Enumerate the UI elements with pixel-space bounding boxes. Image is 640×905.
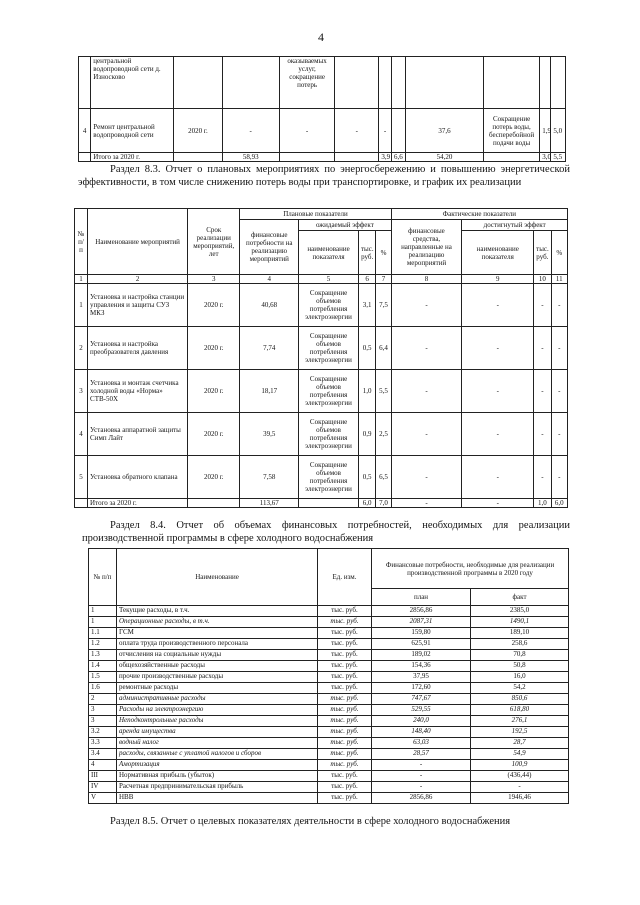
table-row: 4 Ремонт центральной водопроводной сети 2020 г. - - - - 37,6 Сокращение потерь воды, бесперебойной подачи воды 1,9 5,0 xyxy=(79,109,566,153)
cell-unit: тыс. руб. xyxy=(318,617,372,628)
cell-num: 1 xyxy=(89,617,117,628)
cell-fact: 189,10 xyxy=(471,628,569,639)
cell-plan: - xyxy=(372,782,471,793)
cell-num: 1.1 xyxy=(89,628,117,639)
cell-fact: 70,8 xyxy=(471,650,569,661)
cell-unit: тыс. руб. xyxy=(318,661,372,672)
cell-plan: 172,60 xyxy=(372,683,471,694)
cell-name: Расчетная предпринимательская прибыль xyxy=(117,782,318,793)
cell-num: 1.3 xyxy=(89,650,117,661)
cell-name: административные расходы xyxy=(117,694,318,705)
table-row xyxy=(89,628,569,639)
table-continuation xyxy=(78,56,566,162)
cell-plan: 240,0 xyxy=(372,716,471,727)
cell-unit: тыс. руб. xyxy=(318,716,372,727)
table-row: 2 Установка и настройка преобразователя давления 2020 г. 7,74 Сокращение объемов потребления электроэнергии 0,5 6,4 - - - - xyxy=(75,327,568,370)
cell-name: Нормативная прибыль (убыток) xyxy=(117,771,318,782)
page-number: 4 xyxy=(318,30,324,44)
cell-plan: 2087,31 xyxy=(372,617,471,628)
cell-num: 3 xyxy=(89,705,117,716)
cell-name: расходы, связанные с уплатой налогов и сборов xyxy=(117,749,318,760)
cell-num: 1.6 xyxy=(89,683,117,694)
cell-name: водный налог xyxy=(117,738,318,749)
table-row: центральной водопроводной сети д. Износково оказываемых услуг, сокращение потерь xyxy=(79,57,566,109)
cell-num: 2 xyxy=(89,694,117,705)
cell-fact: 850,6 xyxy=(471,694,569,705)
cell-num: 1.4 xyxy=(89,661,117,672)
cell-fact: 1490,1 xyxy=(471,617,569,628)
cell-num: III xyxy=(89,771,117,782)
table-row: 3 Установка и монтаж счетчика холодной воды «Норма» СТВ-50Х 2020 г. 18,17 Сокращение объемов потребления электроэнергии 1,0 5,5 - - - - xyxy=(75,370,568,413)
cell-name: аренда имущества xyxy=(117,727,318,738)
table-energy-measures: № п/ п Наименование мероприятий Срок реализации мероприятий, лет Плановые показатели Фактические показатели финансовые потребности на реализацию мероприятий ожидаемый эффект финансовые средства, направленные на реализацию мероприятий достигнутый эффект наименование показателя тыс. руб. % наименование показателя тыс. руб. % 1 2 3 4 5 6 7 8 9 10 11 1 Установка и настройка станции управления и защиты СУЗ МКЗ 2020 г. 40,68 Сокращение объемов потребления электроэнергии 3,1 7,5 - - - - 2 Установка и настройка преобразователя давления 2020 г. 7,74 Сокращение объемов потребления электроэнергии 0,5 6,4 - - - - 3 Установка и монтаж счетчика холодной воды «Норма» СТВ-50Х 2020 г. 18,17 Сокращение объемов потребления электроэнергии 1,0 5,5 - - - - 4 Установка аппаратной защиты Симп Лайт 2020 г. 39,5 Сокращение объемов потребления электроэнергии 0,9 2,5 - - - - 5 Установка обратного клапана 2020 г. 7,58 Сокращение объемов потребления электроэнергии 0,5 6,5 - - - - Итого за 2020 г. 113,67 6,0 7,0 - - 1,0 6,0 xyxy=(74,208,568,508)
cell-unit: тыс. руб. xyxy=(318,705,372,716)
table-row: 1 Установка и настройка станции управления и защиты СУЗ МКЗ 2020 г. 40,68 Сокращение объемов потребления электроэнергии 3,1 7,5 - - - - xyxy=(75,284,568,327)
table-row xyxy=(89,793,569,804)
table-row xyxy=(89,782,569,793)
cell-name: оплата труда производственного персонала xyxy=(117,639,318,650)
table-financial-needs: № п/п Наименование Ед. изм. Финансовые потребности, необходимые для реализации производственной программы в 2020 году план факт 1 Текущие расходы, в т.ч. тыс. руб. 2856,86 2385,0 1 Операционные расходы, в т.ч. тыс. руб. 2087,31 1490,1 1.1 ГСМ тыс. руб. 159,80 189,10 1.2 оплата труда производственного персонала тыс. руб. 625,91 258,6 1.3 отчисления на социальные нужды тыс. руб. 189,02 70,8 1.4 общехозяйственные расходы тыс. руб. 154,36 50,8 1.5 прочие производственные расходы тыс. руб. 37,95 16,0 1.6 ремонтные расходы тыс. руб. 172,60 54,2 2 административные расходы тыс. руб. 747,67 850,6 3 Расходы на электроэнергию тыс. руб. 529,55 618,80 3 Неподконтрольные расходы тыс. руб. 240,0 276,1 3.2 аренда имущества тыс. руб. 148,40 192,5 3.3 водный налог тыс. руб. 63,03 28,7 3.4 расходы, связанные с уплатой налогов и сборов тыс. руб. 28,57 54,9 4 Амортизация тыс. руб. - 100,9 III Нормативная прибыль (убыток) тыс. руб. - (436,44) IV Расчетная предпринимательская прибыль тыс. руб. - - V НВВ тыс. руб. 2856,86 1946,46 xyxy=(88,548,569,804)
cell-num: 4 xyxy=(89,760,117,771)
cell-name: Неподконтрольные расходы xyxy=(117,716,318,727)
cell-num: 3.3 xyxy=(89,738,117,749)
table-financial-needs-body xyxy=(89,606,569,804)
cell-fact: 16,0 xyxy=(471,672,569,683)
cell-fact: 258,6 xyxy=(471,639,569,650)
table-row xyxy=(89,727,569,738)
cell-num: 1 xyxy=(89,606,117,617)
cell-plan: 63,03 xyxy=(372,738,471,749)
cell-plan: 148,40 xyxy=(372,727,471,738)
section-8-3-title: Раздел 8.3. Отчет о плановых мероприятиях по энергосбережению и повышению энергетической эффективности, в том числе снижению потерь воды при транспортировке, и график их реализации xyxy=(78,164,570,188)
cell-fact: 618,80 xyxy=(471,705,569,716)
cell-name: отчисления на социальные нужды xyxy=(117,650,318,661)
cell-name: ремонтные расходы xyxy=(117,683,318,694)
table-total-row: Итого за 2020 г. 58,93 3,9 6,6 54,20 3,0 5,5 xyxy=(79,153,566,162)
table-row: 4 Установка аппаратной защиты Симп Лайт 2020 г. 39,5 Сокращение объемов потребления электроэнергии 0,9 2,5 - - - - xyxy=(75,413,568,456)
cell-fact: 54,2 xyxy=(471,683,569,694)
table-row xyxy=(89,760,569,771)
cell-plan: 529,55 xyxy=(372,705,471,716)
table-row xyxy=(89,705,569,716)
table-row: 5 Установка обратного клапана 2020 г. 7,58 Сокращение объемов потребления электроэнергии 0,5 6,5 - - - - xyxy=(75,456,568,499)
cell-fact: 100,9 xyxy=(471,760,569,771)
cell-name: Операционные расходы, в т.ч. xyxy=(117,617,318,628)
table-row xyxy=(89,716,569,727)
cell-plan: 37,95 xyxy=(372,672,471,683)
table-row xyxy=(89,683,569,694)
cell-plan: 625,91 xyxy=(372,639,471,650)
cell-fact: 2385,0 xyxy=(471,606,569,617)
cell-num: 1.2 xyxy=(89,639,117,650)
cell-unit: тыс. руб. xyxy=(318,727,372,738)
cell-name: НВВ xyxy=(117,793,318,804)
table-row xyxy=(89,738,569,749)
cell-unit: тыс. руб. xyxy=(318,628,372,639)
cell-unit: тыс. руб. xyxy=(318,793,372,804)
table-row xyxy=(89,639,569,650)
cell-plan: 159,80 xyxy=(372,628,471,639)
cell-fact: 28,7 xyxy=(471,738,569,749)
cell-name: Расходы на электроэнергию xyxy=(117,705,318,716)
table-row xyxy=(89,771,569,782)
cell-unit: тыс. руб. xyxy=(318,771,372,782)
cell-fact: 50,8 xyxy=(471,661,569,672)
cell-name: Амортизация xyxy=(117,760,318,771)
cell-name: ГСМ xyxy=(117,628,318,639)
cell-unit: тыс. руб. xyxy=(318,760,372,771)
cell-plan: 2856,86 xyxy=(372,793,471,804)
cell-plan: 2856,86 xyxy=(372,606,471,617)
cell-fact: 192,5 xyxy=(471,727,569,738)
cell-unit: тыс. руб. xyxy=(318,694,372,705)
cell-unit: тыс. руб. xyxy=(318,683,372,694)
cell-plan: 747,67 xyxy=(372,694,471,705)
column-numbers-row: 1 2 3 4 5 6 7 8 9 10 11 xyxy=(75,275,568,284)
cell-fact: 1946,46 xyxy=(471,793,569,804)
table-row xyxy=(89,749,569,760)
cell-unit: тыс. руб. xyxy=(318,639,372,650)
cell-num: 1.5 xyxy=(89,672,117,683)
table-row xyxy=(89,650,569,661)
table-row xyxy=(89,606,569,617)
section-8-4-title: Раздел 8.4. Отчет об объемах финансовых потребностей, необходимых для реализации производственной программы в сфере холодного водоснабжения xyxy=(82,520,570,544)
cell-plan: 189,02 xyxy=(372,650,471,661)
cell-plan: - xyxy=(372,760,471,771)
table-row xyxy=(89,661,569,672)
cell-fact: 276,1 xyxy=(471,716,569,727)
section-8-5-title: Раздел 8.5. Отчет о целевых показателях деятельности в сфере холодного водоснабжения xyxy=(110,816,511,827)
cell-plan: 28,57 xyxy=(372,749,471,760)
cell-unit: тыс. руб. xyxy=(318,782,372,793)
cell-name: Текущие расходы, в т.ч. xyxy=(117,606,318,617)
cell-fact: (436,44) xyxy=(471,771,569,782)
cell-num: V xyxy=(89,793,117,804)
cell-fact: 54,9 xyxy=(471,749,569,760)
cell-plan: - xyxy=(372,771,471,782)
cell-plan: 154,36 xyxy=(372,661,471,672)
cell-unit: тыс. руб. xyxy=(318,650,372,661)
cell-num: IV xyxy=(89,782,117,793)
cell-unit: тыс. руб. xyxy=(318,749,372,760)
cell-name: прочие производственные расходы xyxy=(117,672,318,683)
table-row xyxy=(89,617,569,628)
cell-num: 3 xyxy=(89,716,117,727)
cell-unit: тыс. руб. xyxy=(318,606,372,617)
table-row xyxy=(89,694,569,705)
table-row xyxy=(89,672,569,683)
cell-num: 3.2 xyxy=(89,727,117,738)
cell-fact: - xyxy=(471,782,569,793)
cell-unit: тыс. руб. xyxy=(318,672,372,683)
table-total-row: Итого за 2020 г. 113,67 6,0 7,0 - - 1,0 6,0 xyxy=(75,499,568,508)
cell-unit: тыс. руб. xyxy=(318,738,372,749)
cell-num: 3.4 xyxy=(89,749,117,760)
cell-name: общехозяйственные расходы xyxy=(117,661,318,672)
